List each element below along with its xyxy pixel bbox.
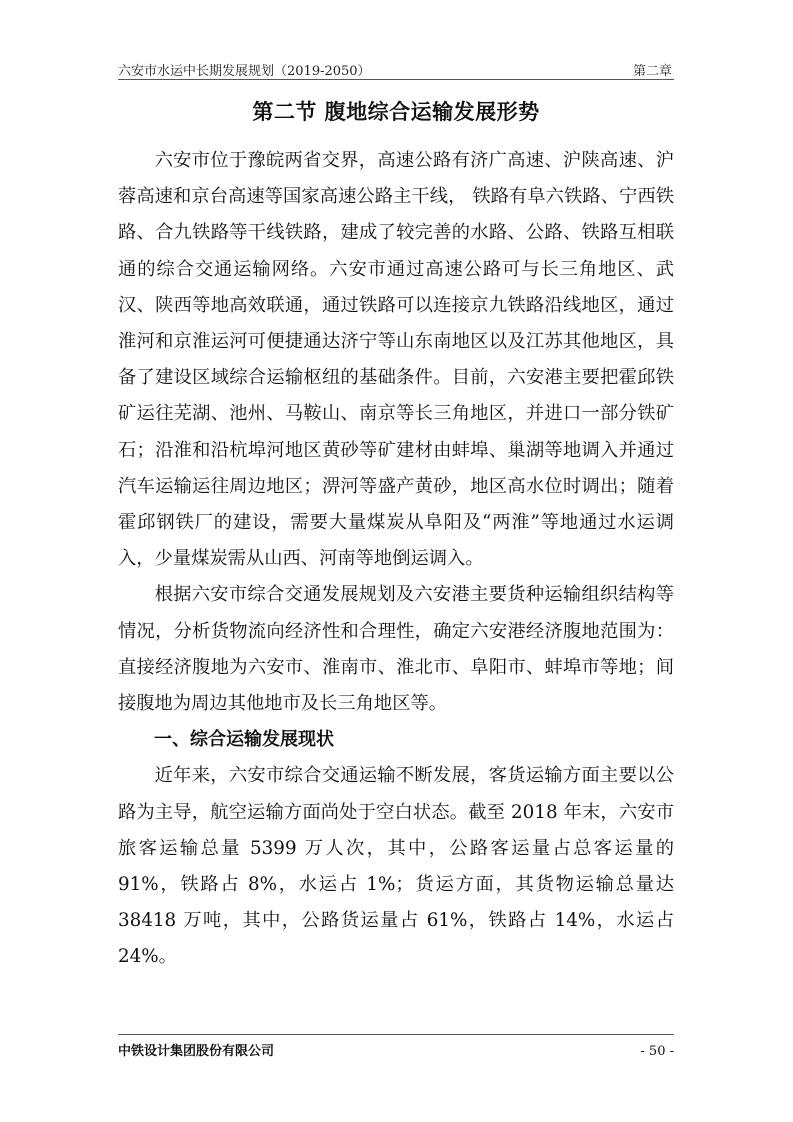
body-content [118, 143, 674, 976]
paragraph-hinterland-scope: 根据六安市综合交通发展规划及六安港主要货种运输组织结构等情况，分析货物流向经济性和合理性，确定六安港经济腹地范围为：直接经济腹地为六安市、淮南市、淮北市、阜阳市、蚌埠市等地；间接腹地为周边其他地市及长三角地区等。 [118, 584, 674, 715]
footer-divider [118, 1034, 674, 1035]
paragraph-transport-status: 近年来，六安市综合交通运输不断发展，客货运输方面主要以公路为主导，航空运输方面尚处于空白状态。截至 2018 年末，六安市旅客运输总量 5399 万人次，其中，公路客运量占总客运量的 91%，铁路占 8%，水运占 1%；货运方面，其货物运输总量达 38418 万吨，其中，公路货运量占 61%，铁路占 14%，水运占 24%。 [118, 765, 674, 968]
company-name: 中铁设计集团股份有限公司 [118, 1044, 275, 1059]
header-divider [118, 79, 674, 80]
section-title: 第二节 腹地综合运输发展形势 [252, 100, 540, 124]
page-header [118, 56, 674, 80]
chapter-label: 第二章 [632, 64, 672, 79]
page-number: - 50 - [640, 1044, 674, 1059]
paragraph-hinterland-overview: 六安市位于豫皖两省交界，高速公路有济广高速、沪陕高速、沪蓉高速和京台高速等国家高速公路主干线， 铁路有阜六铁路、宁西铁路、合九铁路等干线铁路，建成了较完善的水路、公路、铁路互相联通的综合交通运输网络。六安市通过高速公路可与长三角地区、武汉、陕西等地高效联通，通过铁路可以连接京九铁路沿线地区，通过淮河和京淮运河可便捷通达济宁等山东南地区以及江苏其他地区，具备了建设区域综合运输枢纽的基础条件。目前，六安港主要把霍邱铁矿运往芜湖、池州、马鞍山、南京等长三角地区，并进口一部分铁矿石；沿淮和沿杭埠河地区黄砂等矿建材由蚌埠、巢湖等地调入并通过汽车运输运往周边地区；淠河等盛产黄砂，地区高水位时调出；随着霍邱钢铁厂的建设，需要大量煤炭从阜阳及“两淮”等地通过水运调入，少量煤炭需从山西、河南等地倒运调入。 [118, 150, 674, 570]
subsection-heading: 一、综合运输发展现状 [154, 729, 334, 751]
document-title: 六安市水运中长期发展规划（2019-2050） [118, 64, 371, 79]
